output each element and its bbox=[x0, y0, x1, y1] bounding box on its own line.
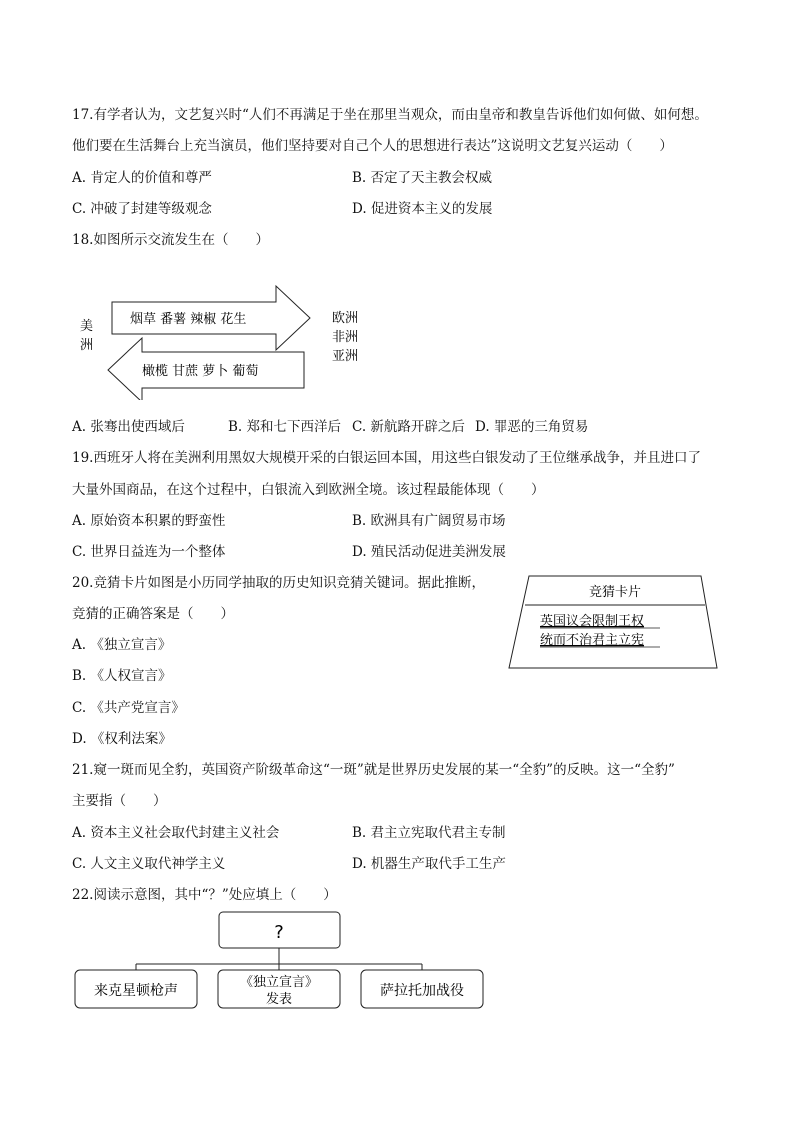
q21-option-d: D. 机器生产取代手工生产 bbox=[352, 856, 506, 872]
q18-option-c: C. 新航路开辟之后 bbox=[352, 419, 465, 435]
q19-option-d: D. 殖民活动促进美洲发展 bbox=[352, 544, 506, 560]
q18-left-label-1: 美 bbox=[80, 319, 94, 334]
q21-option-a: A. 资本主义社会取代封建主义社会 bbox=[72, 825, 280, 841]
q20-option-a: A. 《独立宣言》 bbox=[72, 637, 172, 653]
q20-option-c: C. 《共产党宣言》 bbox=[72, 700, 185, 716]
q20-card-line1: 英国议会限制王权 bbox=[540, 614, 645, 629]
q18-top-arrow-text: 烟草 番薯 辣椒 花生 bbox=[130, 312, 247, 327]
q21-stem-line2: 主要指（ ） bbox=[72, 793, 167, 809]
q22-stem: 22.阅读示意图，其中“？”处应填上（ ） bbox=[72, 887, 337, 903]
q20-stem-line2: 竞猜的正确答案是（ ） bbox=[72, 606, 234, 622]
q18-right-label-europe: 欧洲 bbox=[332, 311, 359, 326]
q22-diagram bbox=[70, 908, 490, 1012]
q18-option-d: D. 罪恶的三角贸易 bbox=[475, 419, 589, 435]
q18-option-a: A. 张骞出使西域后 bbox=[72, 419, 185, 435]
q19-stem-line2: 大量外国商品，在这个过程中，白银流入到欧洲全境。该过程最能体现（ ） bbox=[72, 482, 545, 498]
q19-stem-line1: 19.西班牙人将在美洲利用黑奴大规模开采的白银运回本国，用这些白银发动了王位继承战争，并且进口了 bbox=[72, 450, 701, 466]
q17-stem-line2: 他们要在生活舞台上充当演员，他们坚持要对自己个人的思想进行表达”这说明文艺复兴运动（ ） bbox=[72, 138, 673, 154]
q20-option-d: D. 《权利法案》 bbox=[72, 731, 172, 747]
q17-option-c: C. 冲破了封建等级观念 bbox=[72, 201, 212, 217]
q18-right-label-asia: 亚洲 bbox=[332, 349, 359, 364]
q22-question-mark: ? bbox=[274, 922, 284, 943]
q18-option-b: B. 郑和七下西洋后 bbox=[228, 419, 342, 435]
q17-option-b: B. 否定了天主教会权威 bbox=[352, 170, 493, 186]
q19-option-b: B. 欧洲具有广阔贸易市场 bbox=[352, 513, 506, 529]
q18-exchange-diagram bbox=[60, 280, 380, 400]
q20-guess-card bbox=[505, 574, 725, 672]
q22-box-saratoga-text: 萨拉托加战役 bbox=[380, 983, 464, 999]
q18-bottom-arrow-text: 橄榄 甘蔗 萝卜 葡萄 bbox=[142, 364, 259, 379]
q22-box-declaration-line2: 发表 bbox=[265, 992, 293, 1007]
q19-option-c: C. 世界日益连为一个整体 bbox=[72, 544, 226, 560]
q22-box-lexington-text: 来克星顿枪声 bbox=[94, 983, 178, 999]
q20-card-title: 竞猜卡片 bbox=[588, 585, 642, 600]
q17-option-a: A. 肯定人的价值和尊严 bbox=[72, 170, 212, 186]
q21-option-c: C. 人文主义取代神学主义 bbox=[72, 856, 226, 872]
q17-stem-line1: 17.有学者认为，文艺复兴时“人们不再满足于坐在那里当观众，而由皇帝和教皇告诉他们如何做、如何想。 bbox=[72, 107, 708, 123]
q18-left-label-2: 洲 bbox=[80, 338, 94, 353]
q20-stem-line1: 20.竞猜卡片如图是小历同学抽取的历史知识竞猜关键词。据此推断， bbox=[72, 575, 485, 591]
q17-option-d: D. 促进资本主义的发展 bbox=[352, 201, 493, 217]
q18-right-label-africa: 非洲 bbox=[332, 330, 359, 345]
q19-option-a: A. 原始资本积累的野蛮性 bbox=[72, 513, 226, 529]
q20-card-line2: 统而不治君主立宪 bbox=[540, 633, 645, 648]
q21-option-b: B. 君主立宪取代君主专制 bbox=[352, 825, 506, 841]
q22-box-declaration-line1: 《独立宣言》 bbox=[239, 975, 319, 990]
q18-stem: 18.如图所示交流发生在（ ） bbox=[72, 232, 269, 248]
q20-option-b: B. 《人权宣言》 bbox=[72, 668, 172, 684]
q21-stem-line1: 21.窥一斑而见全豹，英国资产阶级革命这“一斑”就是世界历史发展的某一“全豹”的反映。这一“全豹” bbox=[72, 762, 675, 778]
